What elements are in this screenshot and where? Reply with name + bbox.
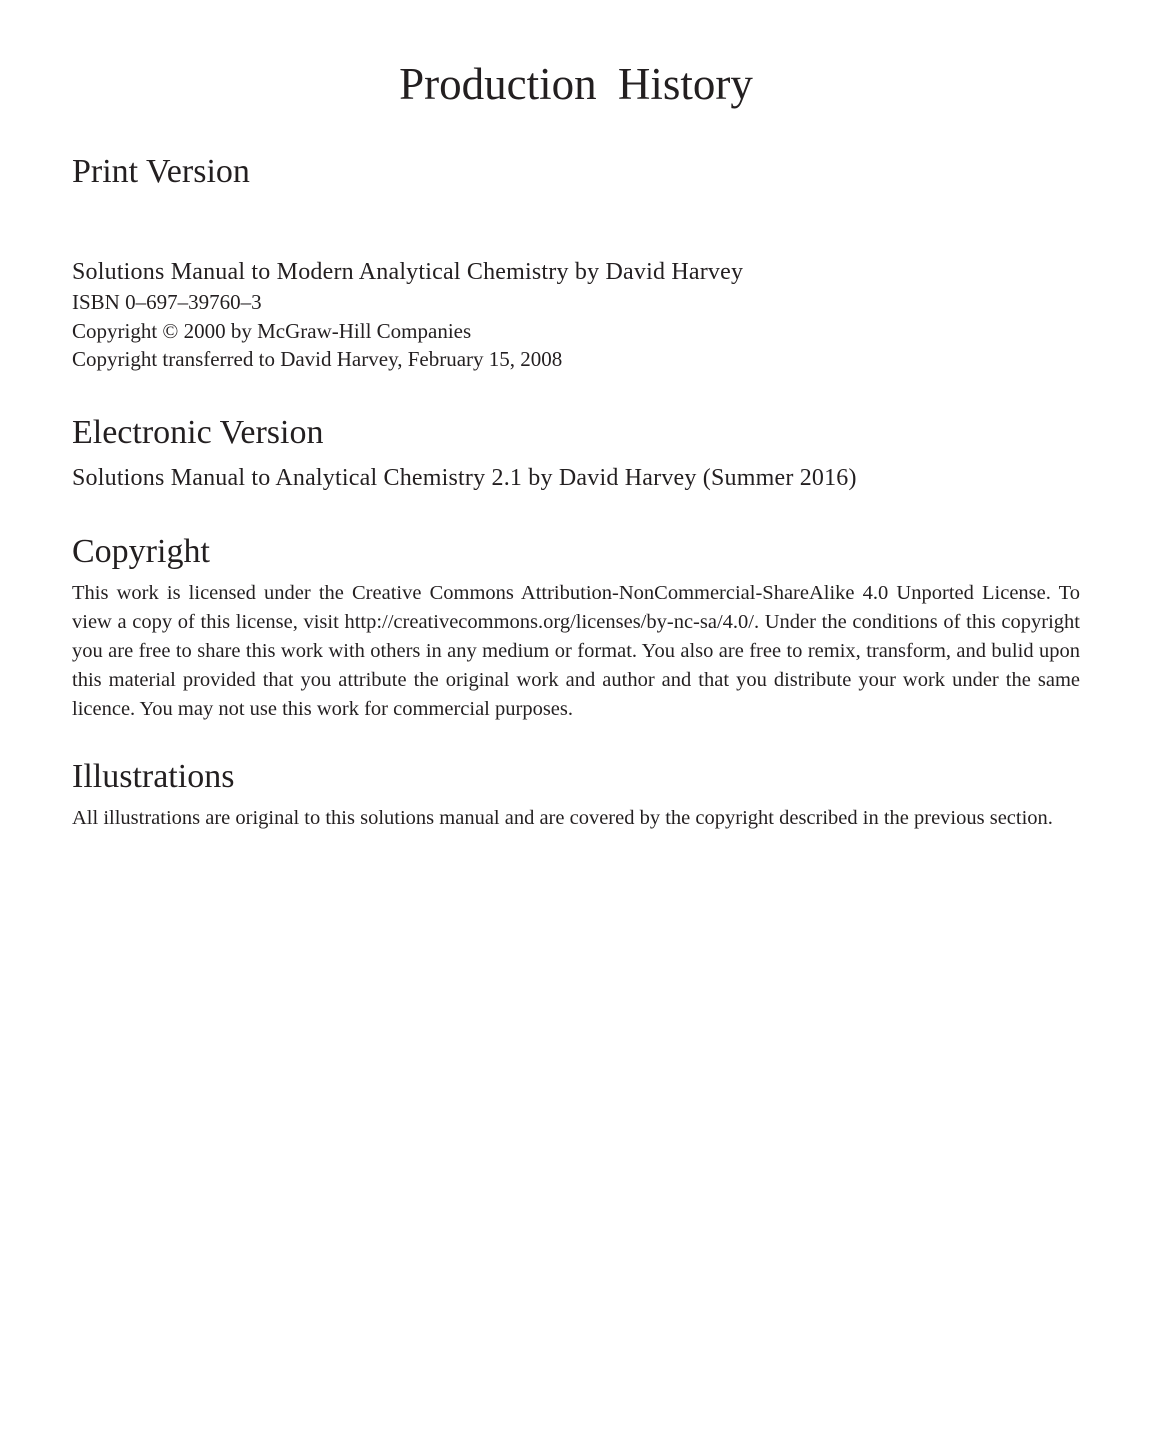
page-title: Production History (399, 59, 753, 109)
electronic-book-title: Solutions Manual to Analytical Chemistry 2.1 by David Harvey (Summer 2016) (72, 465, 857, 491)
copyright-license-text: This work is licensed under the Creative Commons Attribution-NonCommercial-ShareAlike 4.0 Unported License. To view a copy of this license, visit http://creativecommons.org/licenses/by-nc-sa/4.0/. Under the conditions of this copyright you are free to share this work with others in any medium or format. You also are free to remix, transform, and bulid upon this material provided that you attribute the original work and author and that you distribute your work under the same licence. You may not use this work for commercial purposes. (72, 582, 1080, 720)
illustrations-text: All illustrations are original to this solutions manual and are covered by the copyright described in the previous section. (72, 807, 1053, 829)
print-copyright: Copyright © 2000 by McGraw-Hill Companies (72, 319, 472, 343)
print-copyright-transfer: Copyright transferred to David Harvey, February 15, 2008 (72, 347, 563, 371)
electronic-version-heading: Electronic Version (72, 414, 324, 451)
copyright-heading: Copyright (72, 533, 210, 570)
print-book-title: Solutions Manual to Modern Analytical Chemistry by David Harvey (72, 259, 744, 285)
print-isbn: ISBN 0–697–39760–3 (72, 290, 262, 314)
illustrations-heading: Illustrations (72, 758, 235, 795)
print-version-heading: Print Version (72, 153, 250, 190)
